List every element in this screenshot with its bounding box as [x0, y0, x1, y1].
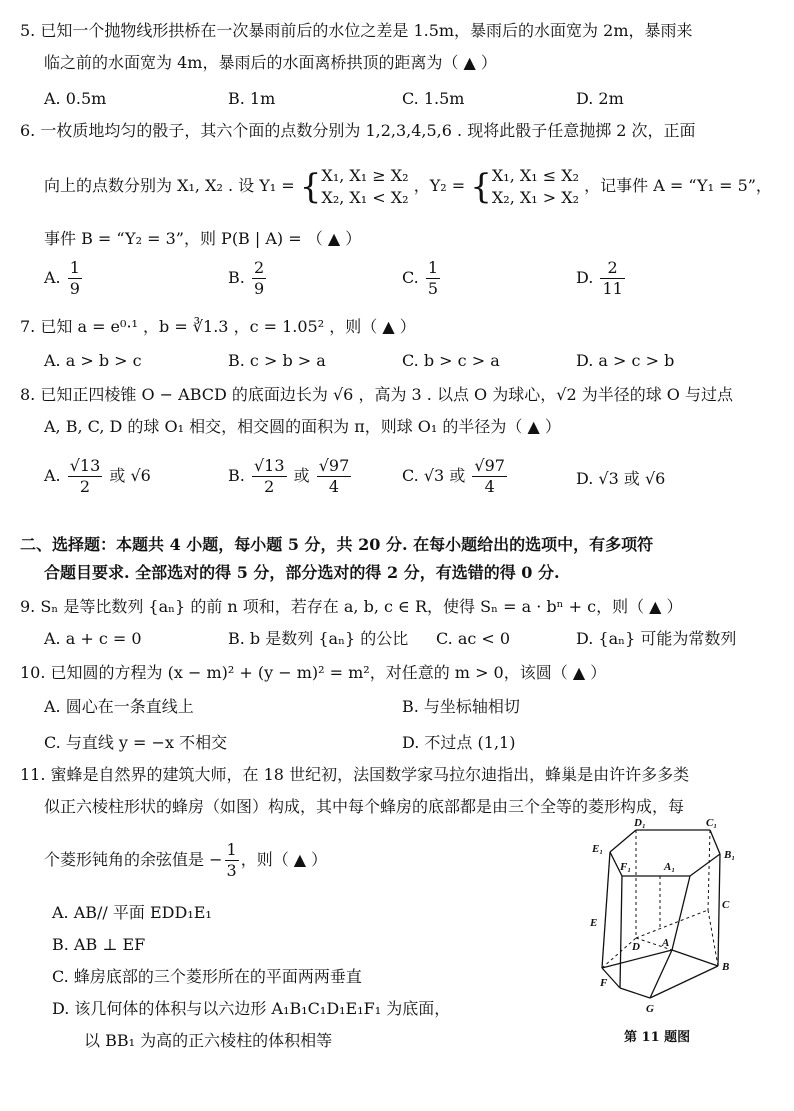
frac-num: √13 [253, 456, 285, 475]
q11-line1: 11. 蜜蜂是自然界的建筑大师，在 18 世纪初，法国数学家马拉尔迪指出，蜂巢是由许许多多类 [20, 765, 690, 784]
q6-case1a: X₁, X₁ ≥ X₂ [321, 165, 409, 185]
q8-option-b [228, 456, 353, 497]
q6-option-b-label: B. [228, 268, 245, 287]
q11-option-a: A. AB// 平面 EDD₁E₁ [52, 903, 212, 922]
label-f: F [600, 977, 608, 989]
q6-case2a: X₁, X₁ ≤ X₂ [491, 165, 580, 185]
q5-option-a: A. 0.5m [44, 89, 107, 108]
q7-option-a: A. a > b > c [44, 351, 142, 370]
frac-num: √97 [318, 456, 350, 475]
q10-line1: 10. 已知圆的方程为 (x − m)² + (y − m)² = m²，对任意的 m > 0，该圆（ ▲ ） [20, 663, 607, 682]
q10-option-a: A. 圆心在一条直线上 [44, 697, 194, 716]
q6-cases-y2 [492, 165, 579, 209]
q8-option-b-frac1 [252, 456, 287, 497]
frac-num: 1 [69, 258, 80, 277]
frac-den: 3 [226, 861, 237, 880]
q8-option-c [402, 456, 509, 497]
q6-line1: 6. 一枚质地均匀的骰子，其六个面的点数分别为 1,2,3,4,5,6 . 现将此骰子任意抛掷 2 次，正面 [20, 121, 696, 140]
q6-line2b: ，Y₂ = [413, 176, 466, 195]
q5-option-b: B. 1m [228, 89, 276, 108]
frac-num: 1 [226, 840, 237, 859]
q8-option-b-label: B. [228, 466, 245, 485]
q6-case1b: X₂, X₁ < X₂ [321, 187, 409, 207]
frac-den: 11 [602, 279, 623, 298]
frac-num: 2 [253, 258, 265, 277]
q8-option-d: D. √3 或 √6 [576, 469, 666, 488]
q8-option-c-head: √3 或 [423, 466, 466, 485]
section2-line2: 合题目要求. 全部选对的得 5 分，部分选对的得 2 分，有选错的得 0 分. [44, 563, 560, 582]
q11-frac [225, 840, 239, 881]
label-f1: F₁ [620, 861, 632, 873]
q6-case2b: X₂, X₁ > X₂ [491, 187, 580, 207]
q8-line1: 8. 已知正四棱锥 O − ABCD 的底面边长为 √6 ，高为 3 . 以点 O 为球心，√2 为半径的球 O 与过点 [20, 385, 734, 404]
q9-option-b: B. b 是数列 {aₙ} 的公比 [228, 629, 409, 648]
label-b: B [722, 961, 730, 973]
label-a1: A₁ [664, 861, 676, 873]
q6-cases-y1 [321, 165, 408, 209]
frac-den: 9 [69, 279, 80, 298]
q11-line2: 似正六棱柱形状的蜂房（如图）构成，其中每个蜂房的底部都是由三个全等的菱形构成，每 [44, 797, 685, 816]
q7-line1: 7. 已知 a = e⁰·¹ ，b = ∛1.3 ，c = 1.05² ，则（ ▲ ） [20, 317, 416, 336]
q6-option-c-frac [426, 258, 440, 299]
q11-line3 [44, 838, 327, 882]
q8-option-a-label: A. [44, 466, 61, 485]
q11-option-d-cont: 以 BB₁ 为高的正六棱柱的体积相等 [84, 1031, 333, 1050]
q8-option-a-frac [68, 456, 103, 497]
q8-option-c-frac [472, 456, 507, 497]
q10-option-d: D. 不过点 (1,1) [402, 733, 516, 752]
q11-line3a: 个菱形钝角的余弦值是 − [44, 850, 223, 869]
q6-option-d [576, 258, 627, 299]
label-a: A [662, 937, 670, 949]
label-e: E [590, 917, 598, 929]
frac-num: √97 [474, 456, 505, 475]
label-g: G [646, 1003, 654, 1015]
honeycomb-figure [580, 818, 770, 1018]
q11-option-c: C. 蜂房底部的三个菱形所在的平面两两垂直 [52, 967, 362, 986]
q8-option-b-mid: 或 [293, 466, 310, 485]
label-c: C [722, 899, 730, 911]
q11-option-b: B. AB ⊥ EF [52, 935, 146, 954]
q8-option-b-frac2 [317, 456, 352, 497]
q6-option-d-label: D. [576, 268, 594, 287]
frac-den: 2 [79, 477, 91, 496]
q6-option-c [402, 258, 442, 299]
frac-den: 5 [427, 279, 439, 298]
q7-option-c: C. b > c > a [402, 351, 500, 370]
label-d: D [632, 941, 640, 953]
figure-caption: 第 11 题图 [624, 1030, 691, 1045]
label-e1: E₁ [592, 843, 604, 855]
q7-option-d: D. a > c > b [576, 351, 675, 370]
q6-line2 [44, 158, 772, 214]
frac-num: √13 [69, 456, 101, 475]
q9-option-c: C. ac < 0 [436, 629, 511, 648]
q6-line3: 事件 B = “Y₂ = 3”，则 P(B | A) = （ ▲ ） [44, 229, 362, 248]
q11-option-d: D. 该几何体的体积与以六边形 A₁B₁C₁D₁E₁F₁ 为底面， [52, 999, 451, 1018]
q5-option-c: C. 1.5m [402, 89, 465, 108]
brace-y1: { [299, 166, 322, 207]
brace-y2: { [470, 166, 492, 207]
q6-option-a-frac [68, 258, 82, 299]
q11-line3b: ，则（ ▲ ） [240, 850, 328, 869]
q6-option-b [228, 258, 268, 299]
frac-den: 2 [264, 477, 275, 496]
frac-den: 9 [253, 279, 265, 298]
label-d1: D₁ [634, 818, 646, 829]
q8-option-a [44, 456, 151, 497]
q8-option-a-tail: 或 √6 [109, 466, 151, 485]
q5-option-d: D. 2m [576, 89, 624, 108]
q6-line2a: 向上的点数分别为 X₁, X₂ . 设 Y₁ = [44, 176, 295, 195]
q6-option-d-frac [600, 258, 624, 299]
frac-num: 2 [600, 258, 624, 279]
section2-line1: 二、选择题：本题共 4 小题，每小题 5 分，共 20 分. 在每小题给出的选项中，有多项符 [20, 535, 654, 554]
q9-line1: 9. Sₙ 是等比数列 {aₙ} 的前 n 项和，若存在 a, b, c ∈ R，使得 Sₙ = a · bⁿ + c，则（ ▲ ） [20, 597, 683, 616]
q5-line1: 5. 已知一个抛物线形拱桥在一次暴雨前后的水位之差是 1.5m，暴雨后的水面宽为 2m，暴雨来 [20, 21, 693, 40]
q9-option-d: D. {aₙ} 可能为常数列 [576, 629, 737, 648]
q10-option-c: C. 与直线 y = −x 不相交 [44, 733, 228, 752]
frac-den: 4 [484, 477, 495, 496]
q10-option-b: B. 与坐标轴相切 [402, 697, 520, 716]
q6-option-b-frac [252, 258, 266, 299]
q9-option-a: A. a + c = 0 [44, 629, 142, 648]
q6-line2c: ，记事件 A = “Y₁ = 5”， [584, 176, 772, 195]
frac-den: 4 [328, 477, 340, 496]
label-b1: B₁ [724, 849, 736, 861]
q5-line2: 临之前的水面宽为 4m，暴雨后的水面离桥拱顶的距离为（ ▲ ） [44, 53, 497, 72]
q8-option-c-label: C. [402, 466, 419, 485]
q6-option-c-label: C. [402, 268, 419, 287]
q7-option-b: B. c > b > a [228, 351, 326, 370]
q6-option-a [44, 258, 84, 299]
frac-num: 1 [427, 258, 439, 277]
q6-option-a-label: A. [44, 268, 61, 287]
q8-line2: A, B, C, D 的球 O₁ 相交，相交圆的面积为 π，则球 O₁ 的半径为（ ▲ ） [44, 417, 561, 436]
label-c1: C₁ [706, 818, 718, 829]
